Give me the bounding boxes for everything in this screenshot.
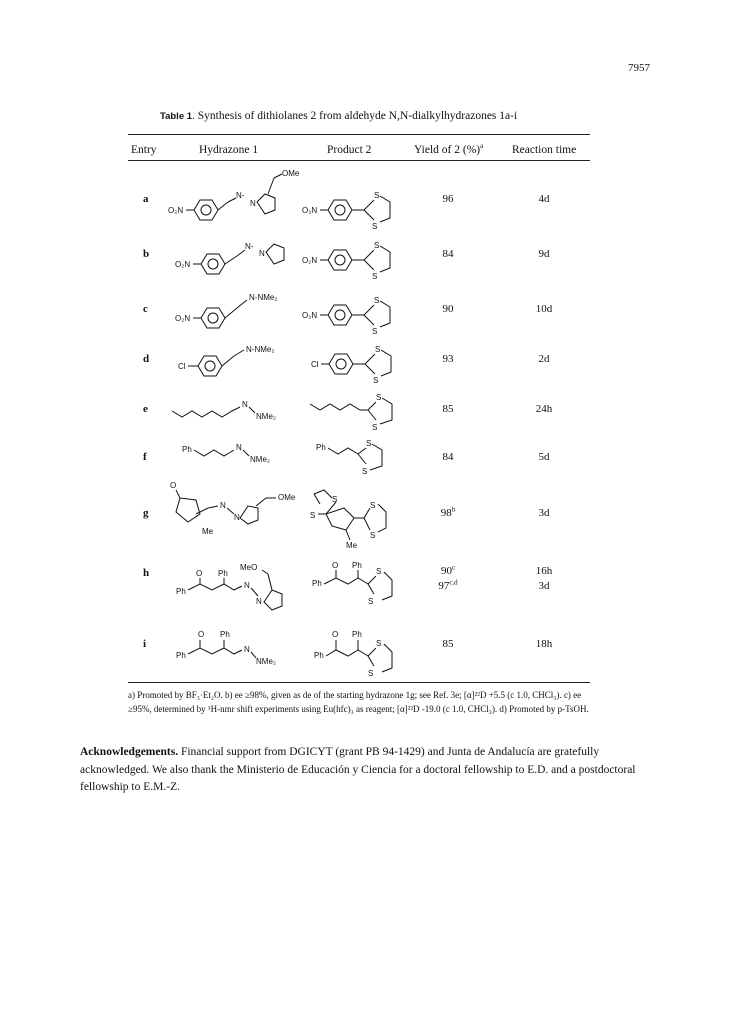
entry-h: h xyxy=(143,567,150,579)
label-o: O xyxy=(198,630,205,639)
header-reaction-time: Reaction time xyxy=(512,144,577,156)
product-d-structure xyxy=(311,340,411,388)
product-a-structure xyxy=(302,180,412,230)
entry-b: b xyxy=(143,248,150,260)
yield-h-value: 90 xyxy=(440,565,452,577)
label-nnme2: N-NMe₂ xyxy=(249,293,278,302)
label-s: S xyxy=(374,296,380,305)
header-entry: Entry xyxy=(131,144,157,156)
entry-a: a xyxy=(143,193,149,205)
label-s: S xyxy=(374,191,380,200)
yield-h2-note: c,d xyxy=(449,578,458,587)
label-ph: Ph xyxy=(182,445,192,454)
entry-f: f xyxy=(143,451,147,463)
label-nnme2: N-NMe₂ xyxy=(246,345,275,354)
yield-g-value: 98 xyxy=(440,507,452,519)
time-c: 10d xyxy=(535,303,553,315)
label-n: N xyxy=(259,249,265,258)
time-h: 16h xyxy=(535,565,553,577)
label-s: S xyxy=(374,241,380,250)
product-i-structure xyxy=(314,628,414,684)
label-s: S xyxy=(373,376,379,385)
label-s: S xyxy=(366,439,372,448)
hydrazone-i-structure xyxy=(176,628,306,668)
acknowledgements-heading: Acknowledgements. xyxy=(80,746,179,758)
label-ph: Ph xyxy=(312,579,322,588)
yield-b: 84 xyxy=(442,248,454,260)
product-g-structure xyxy=(304,488,414,558)
product-e-structure xyxy=(310,390,410,435)
label-me: Me xyxy=(346,541,358,550)
label-n: N xyxy=(236,443,242,452)
entry-e: e xyxy=(143,403,148,415)
time-a: 4d xyxy=(538,193,550,205)
label-o: O xyxy=(332,561,339,570)
time-d: 2d xyxy=(538,353,550,365)
label-n: N xyxy=(234,513,240,522)
yield-g-note: b xyxy=(451,505,456,514)
label-n: N xyxy=(244,645,250,654)
product-f-structure xyxy=(316,438,406,482)
hydrazone-a-structure xyxy=(168,168,298,228)
label-s: S xyxy=(376,567,382,576)
label-cl: Cl xyxy=(178,362,186,371)
label-s: S xyxy=(376,393,382,402)
label-o: O xyxy=(170,481,177,490)
label-nme2: NMe₂ xyxy=(256,657,276,666)
label-s: S xyxy=(368,597,374,606)
label-s: S xyxy=(332,495,338,504)
entry-c: c xyxy=(143,303,148,315)
acknowledgements xyxy=(80,744,650,797)
label-ph: Ph xyxy=(176,651,186,660)
time-f: 5d xyxy=(538,451,550,463)
entry-i: i xyxy=(143,638,147,650)
label-s: S xyxy=(370,531,376,540)
label-n: N- xyxy=(236,191,245,200)
label-s: S xyxy=(370,501,376,510)
label-s: S xyxy=(372,272,378,281)
product-b-structure xyxy=(302,235,412,285)
page-number: 7957 xyxy=(628,62,650,74)
label-s: S xyxy=(376,639,382,648)
time-b: 9d xyxy=(538,248,550,260)
yield-i: 85 xyxy=(442,638,454,650)
hydrazone-e-structure xyxy=(172,395,312,427)
label-ph: Ph xyxy=(352,561,362,570)
hydrazone-b-structure xyxy=(175,234,305,279)
label-ph: Ph xyxy=(316,443,326,452)
product-h-structure xyxy=(312,556,412,612)
time-i: 18h xyxy=(535,638,553,650)
label-o2n: O₂N xyxy=(302,256,318,265)
label-s: S xyxy=(310,511,316,520)
time-g: 3d xyxy=(538,507,550,519)
label-n: N xyxy=(256,597,262,606)
label-n: N xyxy=(250,199,256,208)
label-meo: MeO xyxy=(240,563,258,572)
yield-d: 93 xyxy=(442,353,454,365)
time-e: 24h xyxy=(535,403,553,415)
table-top-rule xyxy=(128,134,590,135)
acknowledgements-text: Financial support from DGICYT (grant PB 94-1429) and Junta de Andalucía are gratefully acknowledged. We also thank the Ministerio de Educación y Ciencia for a doctoral fellowship to E.D. and a postdoctoral fellowship to E.M.-Z. xyxy=(80,746,636,793)
label-s: S xyxy=(372,222,378,231)
hydrazone-d-structure xyxy=(178,340,318,382)
label-n: N xyxy=(244,581,250,590)
hydrazone-f-structure xyxy=(182,438,302,474)
label-me: Me xyxy=(202,527,214,536)
product-c-structure xyxy=(302,290,412,340)
yield-h xyxy=(418,565,478,577)
label-nme2: NMe₂ xyxy=(250,455,270,464)
label-o2n: O₂N xyxy=(175,260,191,269)
label-n: N xyxy=(220,501,226,510)
label-ph: Ph xyxy=(314,651,324,660)
table-header-rule xyxy=(128,160,590,161)
yield-a: 96 xyxy=(442,193,454,205)
entry-g: g xyxy=(143,507,149,519)
hydrazone-g-structure xyxy=(168,476,308,542)
table-bottom-rule xyxy=(128,682,590,683)
label-s: S xyxy=(362,467,368,476)
label-o2n: O₂N xyxy=(168,206,184,215)
hydrazone-c-structure xyxy=(175,288,318,333)
label-ph: Ph xyxy=(218,569,228,578)
label-s: S xyxy=(372,423,378,432)
label-ome: OMe xyxy=(282,169,300,178)
label-o: O xyxy=(332,630,339,639)
yield-g xyxy=(418,507,478,519)
label-o2n: O₂N xyxy=(302,311,318,320)
label-ph: Ph xyxy=(352,630,362,639)
label-o2n: O₂N xyxy=(302,206,318,215)
yield-h2-value: 97 xyxy=(438,580,450,592)
yield-f: 84 xyxy=(442,451,454,463)
entry-d: d xyxy=(143,353,150,365)
table-caption xyxy=(160,110,580,122)
label-ph: Ph xyxy=(220,630,230,639)
header-hydrazone: Hydrazone 1 xyxy=(199,144,259,156)
table-footnote: a) Promoted by BF₃·Et₂O. b) ee ≥98%, given as de of the starting hydrazone 1g; see Ref. 3e; [α]²²D +5.5 (c 1.0, CHCl₃). c) ee ≥95%, determined by ¹H-nmr shift experiments using Eu(hfc)₃ as reagent; [α]²²D -19.0 (c 1.0, CHCl₃). d) Promoted by p-TsOH. xyxy=(128,690,589,714)
label-n: N xyxy=(242,400,248,409)
table-caption-text: . Synthesis of dithiolanes 2 from aldehyde N,N-dialkylhydrazones 1a-i xyxy=(192,110,518,122)
header-product: Product 2 xyxy=(327,144,372,156)
table-caption-label: Table 1 xyxy=(160,111,193,122)
label-ome: OMe xyxy=(278,493,296,502)
time-h2: 3d xyxy=(538,580,550,592)
header-yield xyxy=(414,144,483,156)
yield-h-note: c xyxy=(451,563,456,572)
label-nme2: NMe₂ xyxy=(256,412,276,421)
label-s: S xyxy=(375,345,381,354)
label-ph: Ph xyxy=(176,587,186,596)
header-yield-text: Yield of 2 (%) xyxy=(414,144,481,156)
yield-h2 xyxy=(418,580,478,592)
label-n: N- xyxy=(245,242,254,251)
label-s: S xyxy=(368,669,374,678)
yield-e: 85 xyxy=(442,403,454,415)
label-o: O xyxy=(196,569,203,578)
label-o2n: O₂N xyxy=(175,314,191,323)
yield-c: 90 xyxy=(442,303,454,315)
label-cl: Cl xyxy=(311,360,319,369)
label-s: S xyxy=(372,327,378,336)
header-yield-note: a xyxy=(480,142,484,151)
hydrazone-h-structure xyxy=(176,558,306,614)
